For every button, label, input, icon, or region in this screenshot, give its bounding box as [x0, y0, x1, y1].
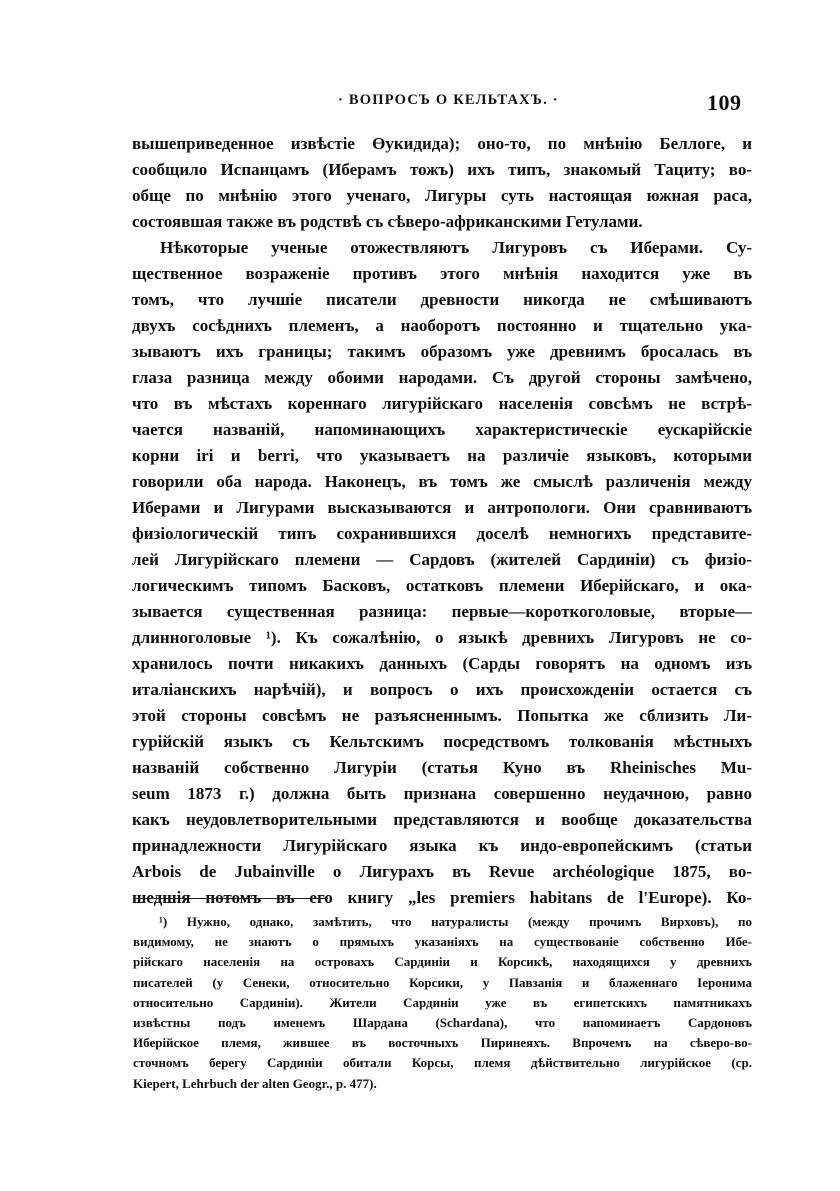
footnote-line: писателей (у Сенеки, относительно Корсики, у Павзанія и блаженнаго Іеронима	[133, 974, 752, 990]
footnote-line: видимому, не знаютъ о прямыхъ указаніяхъ на существованіе собственно Ибе-	[133, 934, 752, 950]
page-number: 109	[707, 90, 742, 115]
text-line: обще по мнѣнію этого ученаго, Лигуры суть настоящая южная раса,	[132, 186, 752, 205]
text-line: говорили оба народа. Наконецъ, въ томъ же смыслѣ различенія между	[132, 472, 752, 491]
running-title: · ВОПРОСЪ О КЕЛЬТАХЪ. ·	[338, 92, 559, 108]
text-line: томъ, что лучшіе писатели древности никогда не смѣшиваютъ	[132, 290, 752, 309]
text-line: Arbois de Jubainville о Лигурахъ въ Revue archéologique 1875, во-	[132, 862, 752, 881]
text-line: лей Лигурійскаго племени — Сардовъ (жителей Сардиніи) съ физіо-	[132, 550, 752, 569]
footnote-line: Kiepert, Lehrbuch der alten Geogr., p. 477).	[133, 1075, 377, 1091]
text-line: seum 1873 г.) должна быть признана совершенно неудачною, равно	[132, 784, 752, 803]
footnote-line: Иберійское племя, жившее въ восточныхъ Пиринеяхъ. Впрочемъ на сѣверо-во-	[133, 1035, 752, 1051]
footnote-separator	[133, 898, 328, 899]
text-line: сообщило Испанцамъ (Иберамъ тожъ) ихъ типъ, знакомый Тациту; во-	[132, 160, 752, 179]
text-line: Иберами и Лигурами высказываются и антропологи. Они сравниваютъ	[132, 498, 752, 517]
text-line: хранилось почти никакихъ данныхъ (Сарды говорятъ на одномъ изъ	[132, 654, 752, 673]
text-line: что въ мѣстахъ кореннаго лигурійскаго населенія совсѣмъ не встрѣ-	[132, 394, 752, 413]
footnote-line: рійскаго населенія на островахъ Сардиніи и Корсикѣ, находящихся у древнихъ	[133, 954, 752, 970]
text-line: глаза разница между обоими народами. Съ другой стороны замѣчено,	[132, 368, 752, 387]
footnote-line: сточномъ берегу Сардиніи обитали Корсы, племя дѣйствительно лигурійское (ср.	[133, 1055, 752, 1071]
main-text	[132, 131, 752, 911]
text-line: корни iri и berri, что указываетъ на различіе языковъ, которыми	[132, 446, 752, 465]
text-line: вышеприведенное извѣстіе Өукидида); оно-то, по мнѣнію Беллоге, и	[132, 134, 752, 153]
text-line: этой стороны совсѣмъ не разъясненнымъ. Попытка же сблизить Ли-	[132, 706, 752, 725]
text-line: длинноголовые ¹). Къ сожалѣнію, о языкѣ древнихъ Лигуровъ не со-	[132, 628, 752, 647]
text-line: щественное возраженіе противъ этого мнѣнія находится уже въ	[132, 264, 752, 283]
text-line: названій собственно Лигуріи (статья Куно въ Rheinisches Mu-	[132, 758, 752, 777]
footnote-line: относительно Сардиніи). Жители Сардиніи уже въ египетскихъ памятникахъ	[133, 994, 752, 1010]
text-line: италіанскихъ нарѣчій), и вопросъ о ихъ происхожденіи остается съ	[132, 680, 752, 699]
text-line: чается названій, напоминающихъ характеристическіе еускарійскіе	[132, 420, 752, 439]
text-line: физіологическій типъ сохранившихся доселѣ немногихъ представите-	[132, 524, 752, 543]
text-line: зывается существенная разница: первые—короткоголовые, вторые—	[132, 602, 752, 621]
footnote-line: извѣстны подъ именемъ Шардана (Schardana), что напоминаетъ Сардоновъ	[133, 1014, 752, 1030]
text-line: принадлежности Лигурійскаго языка къ индо-европейскимъ (статьи	[132, 836, 752, 855]
text-line: двухъ сосѣднихъ племенъ, а наоборотъ постоянно и тщательно ука-	[132, 316, 752, 335]
footnote-line: ¹) Нужно, однако, замѣтить, что натуралисты (между прочимъ Вирховъ), по	[159, 914, 752, 929]
footnote	[133, 912, 752, 1094]
text-line: гурійскій языкъ съ Кельтскимъ посредствомъ толкованія мѣстныхъ	[132, 732, 752, 751]
text-line: какъ неудовлетворительными представляются и вообще доказательства	[132, 810, 752, 829]
text-line: Нѣкоторые ученые отожествляютъ Лигуровъ съ Иберами. Су-	[160, 238, 752, 257]
text-line: логическимъ типомъ Басковъ, остатковъ племени Иберійскаго, и ока-	[132, 576, 752, 595]
text-line: зываютъ ихъ границы; такимъ образомъ уже древнимъ бросалась въ	[132, 342, 752, 361]
text-line: состоявшая также въ родствѣ съ сѣверо-африканскими Гетулами.	[132, 212, 643, 231]
text-line: шедшія потомъ въ его книгу „les premiers habitans de l'Europe). Ко-	[132, 888, 752, 907]
